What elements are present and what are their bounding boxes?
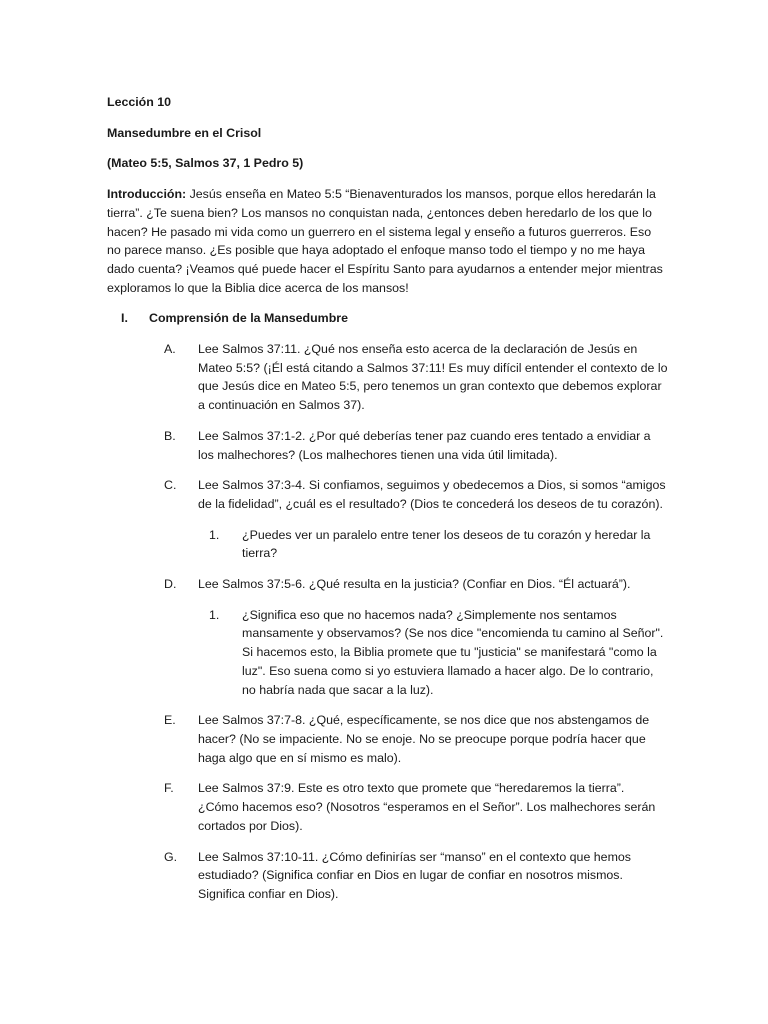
sub-item-text: ¿Significa eso que no hacemos nada? ¿Simplemente nos sentamos mansamente y observamos? (Se nos dice "encomienda tu camino al Señor". Si hacemos esto, la Biblia promete que tu "justicia" se manifestará "como la luz". Eso suena como si yo estuviera llamado a hacer algo. De lo contrario, no habría nada que sacar a la luz).: [242, 607, 664, 697]
sub-item-marker: 1.: [209, 607, 220, 622]
item-marker: C.: [164, 478, 177, 493]
lesson-number: Lección 10: [107, 95, 172, 109]
list-item: [107, 779, 668, 835]
sub-item-marker: 1.: [209, 527, 220, 542]
list-item: [107, 476, 668, 513]
list-item: [107, 575, 668, 594]
item-text: Lee Salmos 37:10-11. ¿Cómo definirías ser “manso” en el contexto que hemos estudiado? (Significa confiar en Dios en lugar de confiar en nosotros mismos. Significa confiar en Dios).: [198, 849, 631, 901]
item-text: Lee Salmos 37:11. ¿Qué nos enseña esto acerca de la declaración de Jesús en Mateo 5:5? (¡Él está citando a Salmos 37:11! Es muy difícil entender el contexto de lo que Jesús dice en Mateo 5:5, pero tenemos un gran contexto que debemos explorar a continuación en Salmos 37).: [198, 342, 668, 413]
item-text: Lee Salmos 37:9. Este es otro texto que promete que “heredaremos la tierra”. ¿Cómo hacemos eso? (Nosotros “esperamos en el Señor”. Los malhechores serán cortados por Dios).: [198, 781, 656, 833]
item-text: Lee Salmos 37:3-4. Si confiamos, seguimos y obedecemos a Dios, si somos “amigos de la fidelidad”, ¿cuál es el resultado? (Dios te concederá los deseos de tu corazón).: [198, 478, 666, 511]
item-marker: A.: [164, 342, 176, 357]
item-text: Lee Salmos 37:5-6. ¿Qué resulta en la justicia? (Confiar en Dios. “Él actuará”).: [198, 577, 631, 592]
item-marker: F.: [164, 781, 174, 796]
item-marker: G.: [164, 849, 178, 864]
item-text: Lee Salmos 37:1-2. ¿Por qué deberías tener paz cuando eres tentado a envidiar a los malhechores? (Los malhechores tienen una vida útil limitada).: [198, 428, 651, 462]
sub-list-item: [107, 606, 668, 700]
sub-item-text: ¿Puedes ver un paralelo entre tener los deseos de tu corazón y heredar la tierra?: [242, 527, 651, 561]
sub-list-item: [107, 526, 668, 563]
item-marker: B.: [164, 428, 176, 443]
item-text: Lee Salmos 37:7-8. ¿Qué, específicamente, se nos dice que nos abstengamos de hacer? (No se impaciente. No se enoje. No se preocupe porque podría hacer que haga algo que en sí mismo es malo).: [198, 713, 650, 765]
section-heading: [107, 309, 668, 328]
list-item: [107, 848, 668, 904]
list-item: [107, 340, 668, 415]
list-item: [107, 711, 668, 767]
section-marker: I.: [121, 311, 128, 326]
lesson-references: (Mateo 5:5, Salmos 37, 1 Pedro 5): [107, 156, 304, 171]
introduction-paragraph: [107, 185, 668, 297]
section-title: Comprensión de la Mansedumbre: [149, 311, 348, 326]
item-marker: E.: [164, 713, 176, 728]
introduction-text: Jesús enseña en Mateo 5:5 “Bienaventurados los mansos, porque ellos heredarán la tierra”. ¿Te suena bien? Los mansos no conquistan nada, ¿entonces deben heredarlo de los que lo hacen? He pasado mi vida como un guerrero en el sistema legal y enseño a futuros guerreros. Eso no parece manso. ¿Es posible que haya adoptado el enfoque manso todo el tiempo y no me haya dado cuenta? ¡Veamos qué puede hacer el Espíritu Santo para ayudarnos a entender mejor mientras exploramos lo que la Biblia dice acerca de los mansos!: [107, 187, 663, 295]
introduction-label: Introducción:: [107, 187, 187, 202]
lesson-title: Mansedumbre en el Crisol: [107, 125, 262, 140]
item-marker: D.: [164, 577, 177, 592]
list-item: [107, 427, 668, 464]
